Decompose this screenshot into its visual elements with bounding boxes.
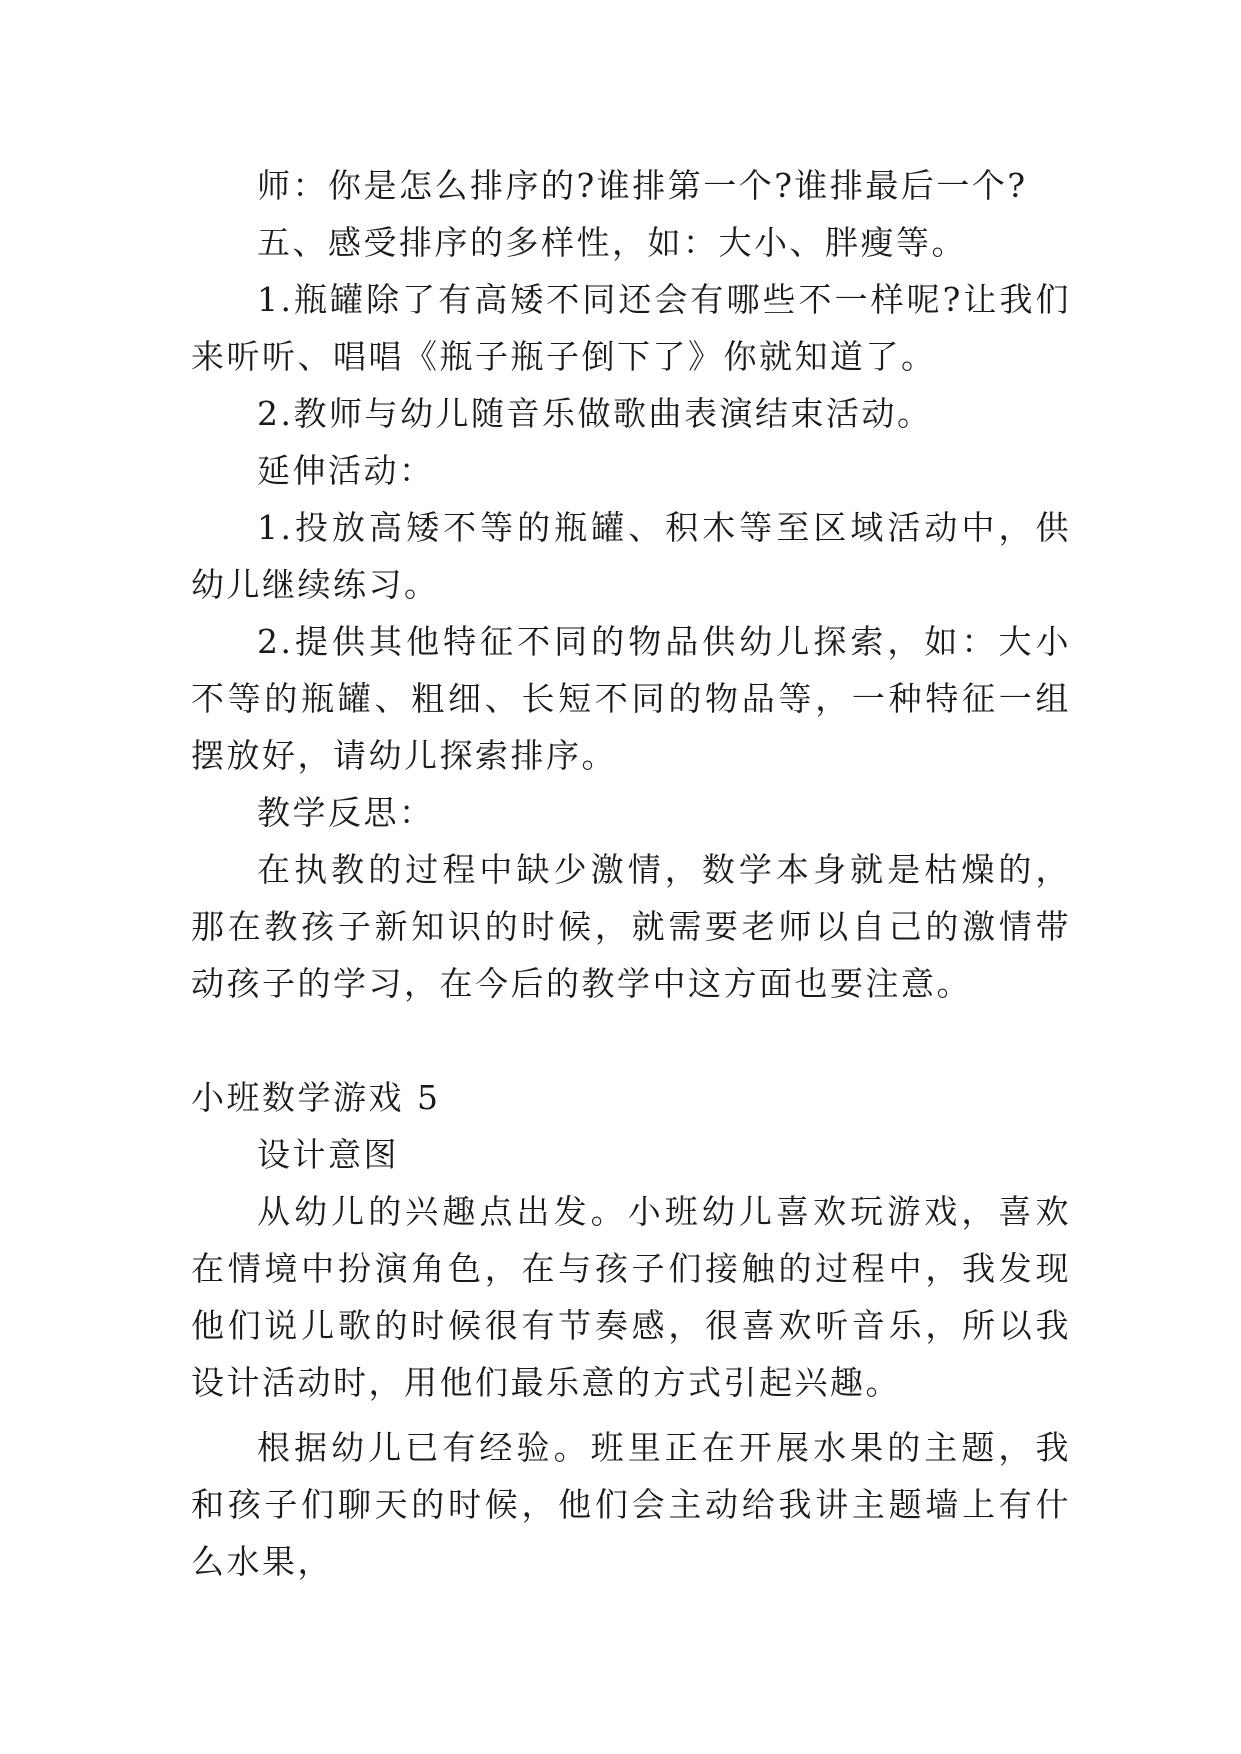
paragraph: 师：你是怎么排序的?谁排第一个?谁排最后一个? (257, 166, 1028, 205)
paragraph: 在执教的过程中缺少激情，数学本身就是枯燥的，那在教孩子新知识的时候，就需要老师以自己的激情带动孩子的学习，在今后的教学中这方面也要注意。 (191, 850, 1071, 1003)
paragraph: 教学反思： (257, 793, 435, 832)
paragraph: 2.提供其他特征不同的物品供幼儿探索，如：大小不等的瓶罐、粗细、长短不同的物品等，一种特征一组摆放好，请幼儿探索排序。 (191, 622, 1071, 775)
paragraph: 延伸活动： (257, 451, 435, 490)
paragraph: 2.教师与幼儿随音乐做歌曲表演结束活动。 (257, 394, 933, 433)
paragraph: 五、感受排序的多样性，如：大小、胖瘦等。 (257, 223, 967, 262)
section-gap (191, 1012, 1071, 1069)
paragraph: 根据幼儿已有经验。班里正在开展水果的主题，我和孩子们聊天的时候，他们会主动给我讲主题墙上有什么水果， (191, 1428, 1071, 1581)
paragraph: 从幼儿的兴趣点出发。小班幼儿喜欢玩游戏，喜欢在情境中扮演角色，在与孩子们接触的过程中，我发现他们说儿歌的时候很有节奏感，很喜欢听音乐，所以我设计活动时，用他们最乐意的方式引起兴趣。 (191, 1192, 1071, 1402)
subheading: 设计意图 (257, 1135, 399, 1174)
paragraph: 1.瓶罐除了有高矮不同还会有哪些不一样呢?让我们来听听、唱唱《瓶子瓶子倒下了》你就知道了。 (191, 280, 1071, 376)
paragraph: 1.投放高矮不等的瓶罐、积木等至区域活动中，供幼儿继续练习。 (191, 508, 1071, 604)
section-title: 小班数学游戏 5 (191, 1078, 441, 1117)
document-body (191, 157, 1071, 1590)
paragraph-gap (191, 1411, 1071, 1419)
